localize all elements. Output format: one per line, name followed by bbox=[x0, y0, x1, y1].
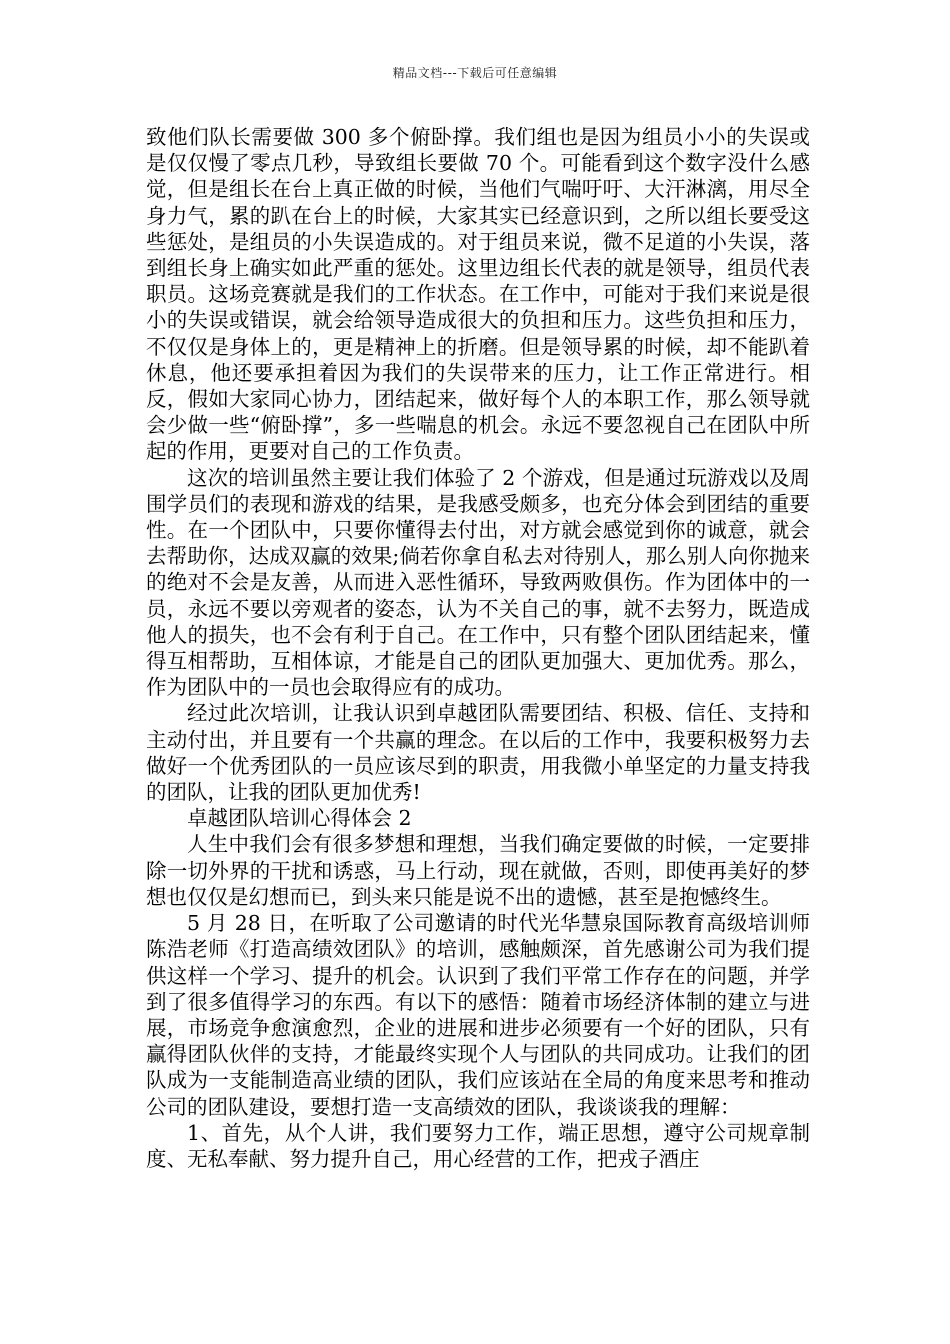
section-heading: 卓越团队培训心得体会 2 bbox=[187, 806, 412, 831]
paragraph-5: 5 月 28 日，在听取了公司邀请的时代光华慧泉国际教育高级培训师陈浩老师《打造高绩效团队》的培训，感触颇深，首先感谢公司为我们提供这样一个学习、提升的机会。认识到了我们平常工作存在的问题，并学到了很多值得学习的东西。有以下的感悟：随着市场经济体制的建立与进展，市场竞争愈演愈烈，企业的进展和进步必须要有一个好的团队，只有赢得团队伙伴的支持，才能最终实现个人与团队的共同成功。让我们的团队成为一支能制造高业绩的团队，我们应该站在全局的角度来思考和推动公司的团队建设，要想打造一支高绩效的团队，我谈谈我的理解： bbox=[146, 911, 810, 1119]
paragraph-1: 致他们队长需要做 300 多个俯卧撑。我们组也是因为组员小小的失误或是仅仅慢了零点几秒，导致组长要做 70 个。可能看到这个数字没什么感觉，但是组长在台上真正做的时候，当他们气喘吁吁、大汗淋漓，用尽全身力气，累的趴在台上的时候，大家其实已经意识到，之所以组长要受这些惩处，是组员的小失误造成的。对于组员来说，微不足道的小失误，落到组长身上确实如此严重的惩处。这里边组长代表的就是领导，组员代表职员。这场竞赛就是我们的工作状态。在工作中，可能对于我们来说是很小的失误或错误，就会给领导造成很大的负担和压力。这些负担和压力，不仅仅是身体上的，更是精神上的折磨。但是领导累的时候，却不能趴着休息，他还要承担着因为我们的失误带来的压力，让工作正常进行。相反，假如大家同心协力，团结起来，做好每个人的本职工作，那么领导就会少做一些“俯卧撑”，多一些喘息的机会。永远不要忽视自己在团队中所起的作用，更要对自己的工作负责。 bbox=[146, 125, 810, 464]
paragraph-6: 1、首先，从个人讲，我们要努力工作，端正思想，遵守公司规章制度、无私奉献、努力提升自己，用心经营的工作，把戎子酒庄 bbox=[146, 1120, 810, 1171]
document-body bbox=[146, 124, 810, 1172]
paragraph-2: 这次的培训虽然主要让我们体验了 2 个游戏，但是通过玩游戏以及周围学员们的表现和游戏的结果，是我感受颇多，也充分体会到团结的重要性。在一个团队中，只要你懂得去付出，对方就会感觉到你的诚意，就会去帮助你，达成双赢的效果;倘若你拿自私去对待别人，那么别人向你抛来的绝对不会是友善，从而进入恶性循环，导致两败俱伤。作为团体中的一员，永远不要以旁观者的姿态，认为不关自己的事，就不去努力，既造成他人的损失，也不会有利于自己。在工作中，只有整个团队团结起来，懂得互相帮助，互相体谅，才能是自己的团队更加强大、更加优秀。那么，作为团队中的一员也会取得应有的成功。 bbox=[146, 465, 810, 700]
page-header: 精品文档---下载后可任意编辑 bbox=[392, 66, 558, 80]
paragraph-4: 人生中我们会有很多梦想和理想，当我们确定要做的时候，一定要排除一切外界的干扰和诱惑，马上行动，现在就做，否则，即使再美好的梦想也仅仅是幻想而已，到头来只能是说不出的遗憾，甚至是抱憾终生。 bbox=[146, 832, 810, 909]
paragraph-3: 经过此次培训，让我认识到卓越团队需要团结、积极、信任、支持和主动付出，并且要有一个共赢的理念。在以后的工作中，我要积极努力去做好一个优秀团队的一员应该尽到的职责，用我微小单坚定的力量支持我的团队，让我的团队更加优秀! bbox=[146, 701, 810, 805]
